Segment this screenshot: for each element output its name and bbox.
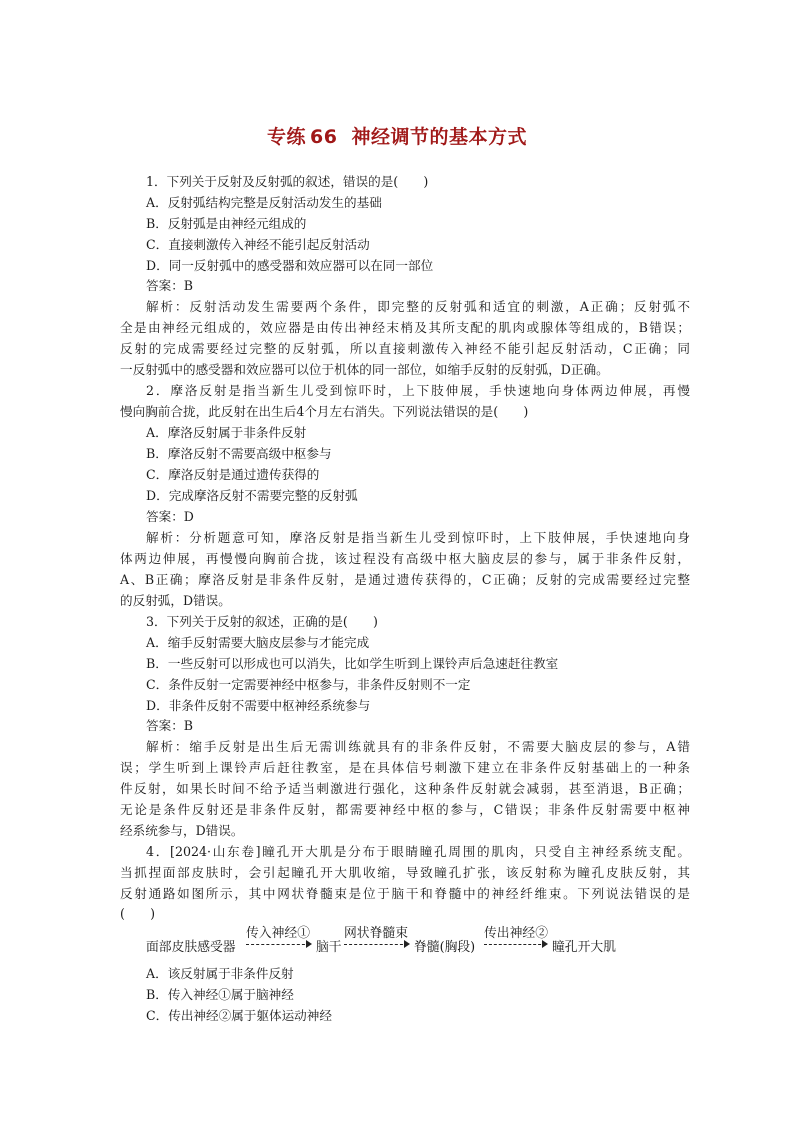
q3-stem: 3．下列关于反射的叙述，正确的是( )	[146, 614, 378, 629]
q4-option-b: B．传入神经①属于脑神经	[146, 987, 294, 1002]
q4-option-a: A．该反射属于非条件反射	[146, 966, 294, 981]
reflex-pathway-diagram	[146, 924, 666, 960]
q1-analysis-line: 全是由神经元组成的，效应器是由传出神经末梢及其所支配的肌肉或腺体等组成的，B错误；	[120, 320, 690, 335]
flow-node-dilator-muscle: 瞳孔开大肌	[552, 940, 616, 955]
q3-option-a: A．缩手反射需要大脑皮层参与才能完成	[146, 635, 370, 650]
q4-stem-line: 反射通路如图所示，其中网状脊髓束是位于脑干和脊髓中的神经纤维束。下列说法错误的是	[120, 886, 690, 901]
q1-option-d: D．同一反射弧中的感受器和效应器可以在同一部位	[146, 258, 434, 273]
q3-option-b: B．一些反射可以形成也可以消失，比如学生听到上课铃声后急速赶往教室	[146, 656, 559, 671]
q1-analysis-line: 一反射弧中的感受器和效应器可以位于机体的同一部位，如缩手反射的反射弧，D正确。	[120, 362, 609, 377]
q1-option-c: C．直接刺激传入神经不能引起反射活动	[146, 237, 370, 252]
q3-analysis-line: 经系统参与，D错误。	[120, 823, 244, 838]
q3-analysis-line: 件反射，如果长时间不给予适当刺激进行强化，这种条件反射就会减弱，甚至消退，B正确；	[120, 781, 690, 796]
q3-option-c: C．条件反射一定需要神经中枢参与，非条件反射则不一定	[146, 677, 471, 692]
q3-analysis-line: 无论是条件反射还是非条件反射，都需要神经中枢的参与，C错误；非条件反射需要中枢神	[120, 802, 690, 817]
q2-stem-line: 慢向胸前合拢，此反射在出生后4个月左右消失。下列说法错误的是( )	[120, 404, 529, 419]
q1-option-a: A．反射弧结构完整是反射活动发生的基础	[146, 195, 382, 210]
title-text: 神经调节的基本方式	[351, 126, 527, 148]
q3-analysis-line: 误；学生听到上课铃声后赶往教室，是在具体信号刺激下建立在非条件反射基础上的一种条	[120, 760, 690, 775]
flow-node-receptor: 面部皮肤感受器	[146, 940, 236, 955]
q4-stem-line: ( )	[120, 906, 156, 921]
q1-option-b: B．反射弧是由神经元组成的	[146, 216, 307, 231]
q2-analysis-line: 的反射弧，D错误。	[120, 593, 231, 608]
q3-option-d: D．非条件反射不需要中枢神经系统参与	[146, 698, 371, 713]
q2-option-c: C．摩洛反射是通过遗传获得的	[146, 467, 320, 482]
q2-option-d: D．完成摩洛反射不需要完整的反射弧	[146, 488, 358, 503]
flow-node-spinal-cord: 脊髓(胸段)	[414, 940, 476, 955]
q4-stem-line: 4．[2024·山东卷]瞳孔开大肌是分布于眼睛瞳孔周围的肌肉，只受自主神经系统支配。	[146, 844, 690, 859]
q2-answer: 答案：D	[146, 509, 194, 524]
q2-option-b: B．摩洛反射不需要高级中枢参与	[146, 446, 332, 461]
flow-arrow-efferent	[484, 944, 546, 945]
title-prefix: 专练	[267, 126, 307, 148]
flow-arrow-afferent	[246, 944, 310, 945]
flow-label-reticulospinal: 网状脊髓束	[344, 926, 408, 941]
q1-answer: 答案：B	[146, 278, 194, 293]
q3-answer: 答案：B	[146, 718, 194, 733]
flow-label-afferent: 传入神经①	[246, 926, 310, 941]
q3-analysis-line: 解析：缩手反射是出生后无需训练就具有的非条件反射，不需要大脑皮层的参与，A错	[146, 739, 690, 754]
q1-analysis-line: 反射的完成需要经过完整的反射弧，所以直接刺激传入神经不能引起反射活动，C正确；同	[120, 341, 690, 356]
title-number: 66	[310, 126, 338, 148]
flow-label-efferent: 传出神经②	[484, 926, 548, 941]
q1-stem: 1．下列关于反射及反射弧的叙述，错误的是( )	[146, 174, 429, 189]
q4-option-c: C．传出神经②属于躯体运动神经	[146, 1008, 332, 1023]
q1-analysis-line: 解析：反射活动发生需要两个条件，即完整的反射弧和适宜的刺激，A正确；反射弧不	[146, 299, 690, 314]
flow-node-brainstem: 脑干	[316, 940, 342, 955]
q2-stem-line: 2．摩洛反射是指当新生儿受到惊吓时，上下肢伸展，手快速地向身体两边伸展，再慢	[146, 383, 690, 398]
q2-analysis-line: A、B正确；摩洛反射是非条件反射，是通过遗传获得的，C正确；反射的完成需要经过完整	[120, 572, 690, 587]
q4-stem-line: 当抓捏面部皮肤时，会引起瞳孔开大肌收缩，导致瞳孔扩张，该反射称为瞳孔皮肤反射，其	[120, 865, 690, 880]
q2-option-a: A．摩洛反射属于非条件反射	[146, 425, 307, 440]
flow-arrow-reticulospinal	[344, 944, 408, 945]
q2-analysis-line: 解析：分析题意可知，摩洛反射是指当新生儿受到惊吓时，上下肢伸展，手快速地向身	[146, 530, 690, 545]
page-title	[0, 122, 794, 149]
q2-analysis-line: 体两边伸展，再慢慢向胸前合拢，该过程没有高级中枢大脑皮层的参与，属于非条件反射，	[120, 551, 690, 566]
